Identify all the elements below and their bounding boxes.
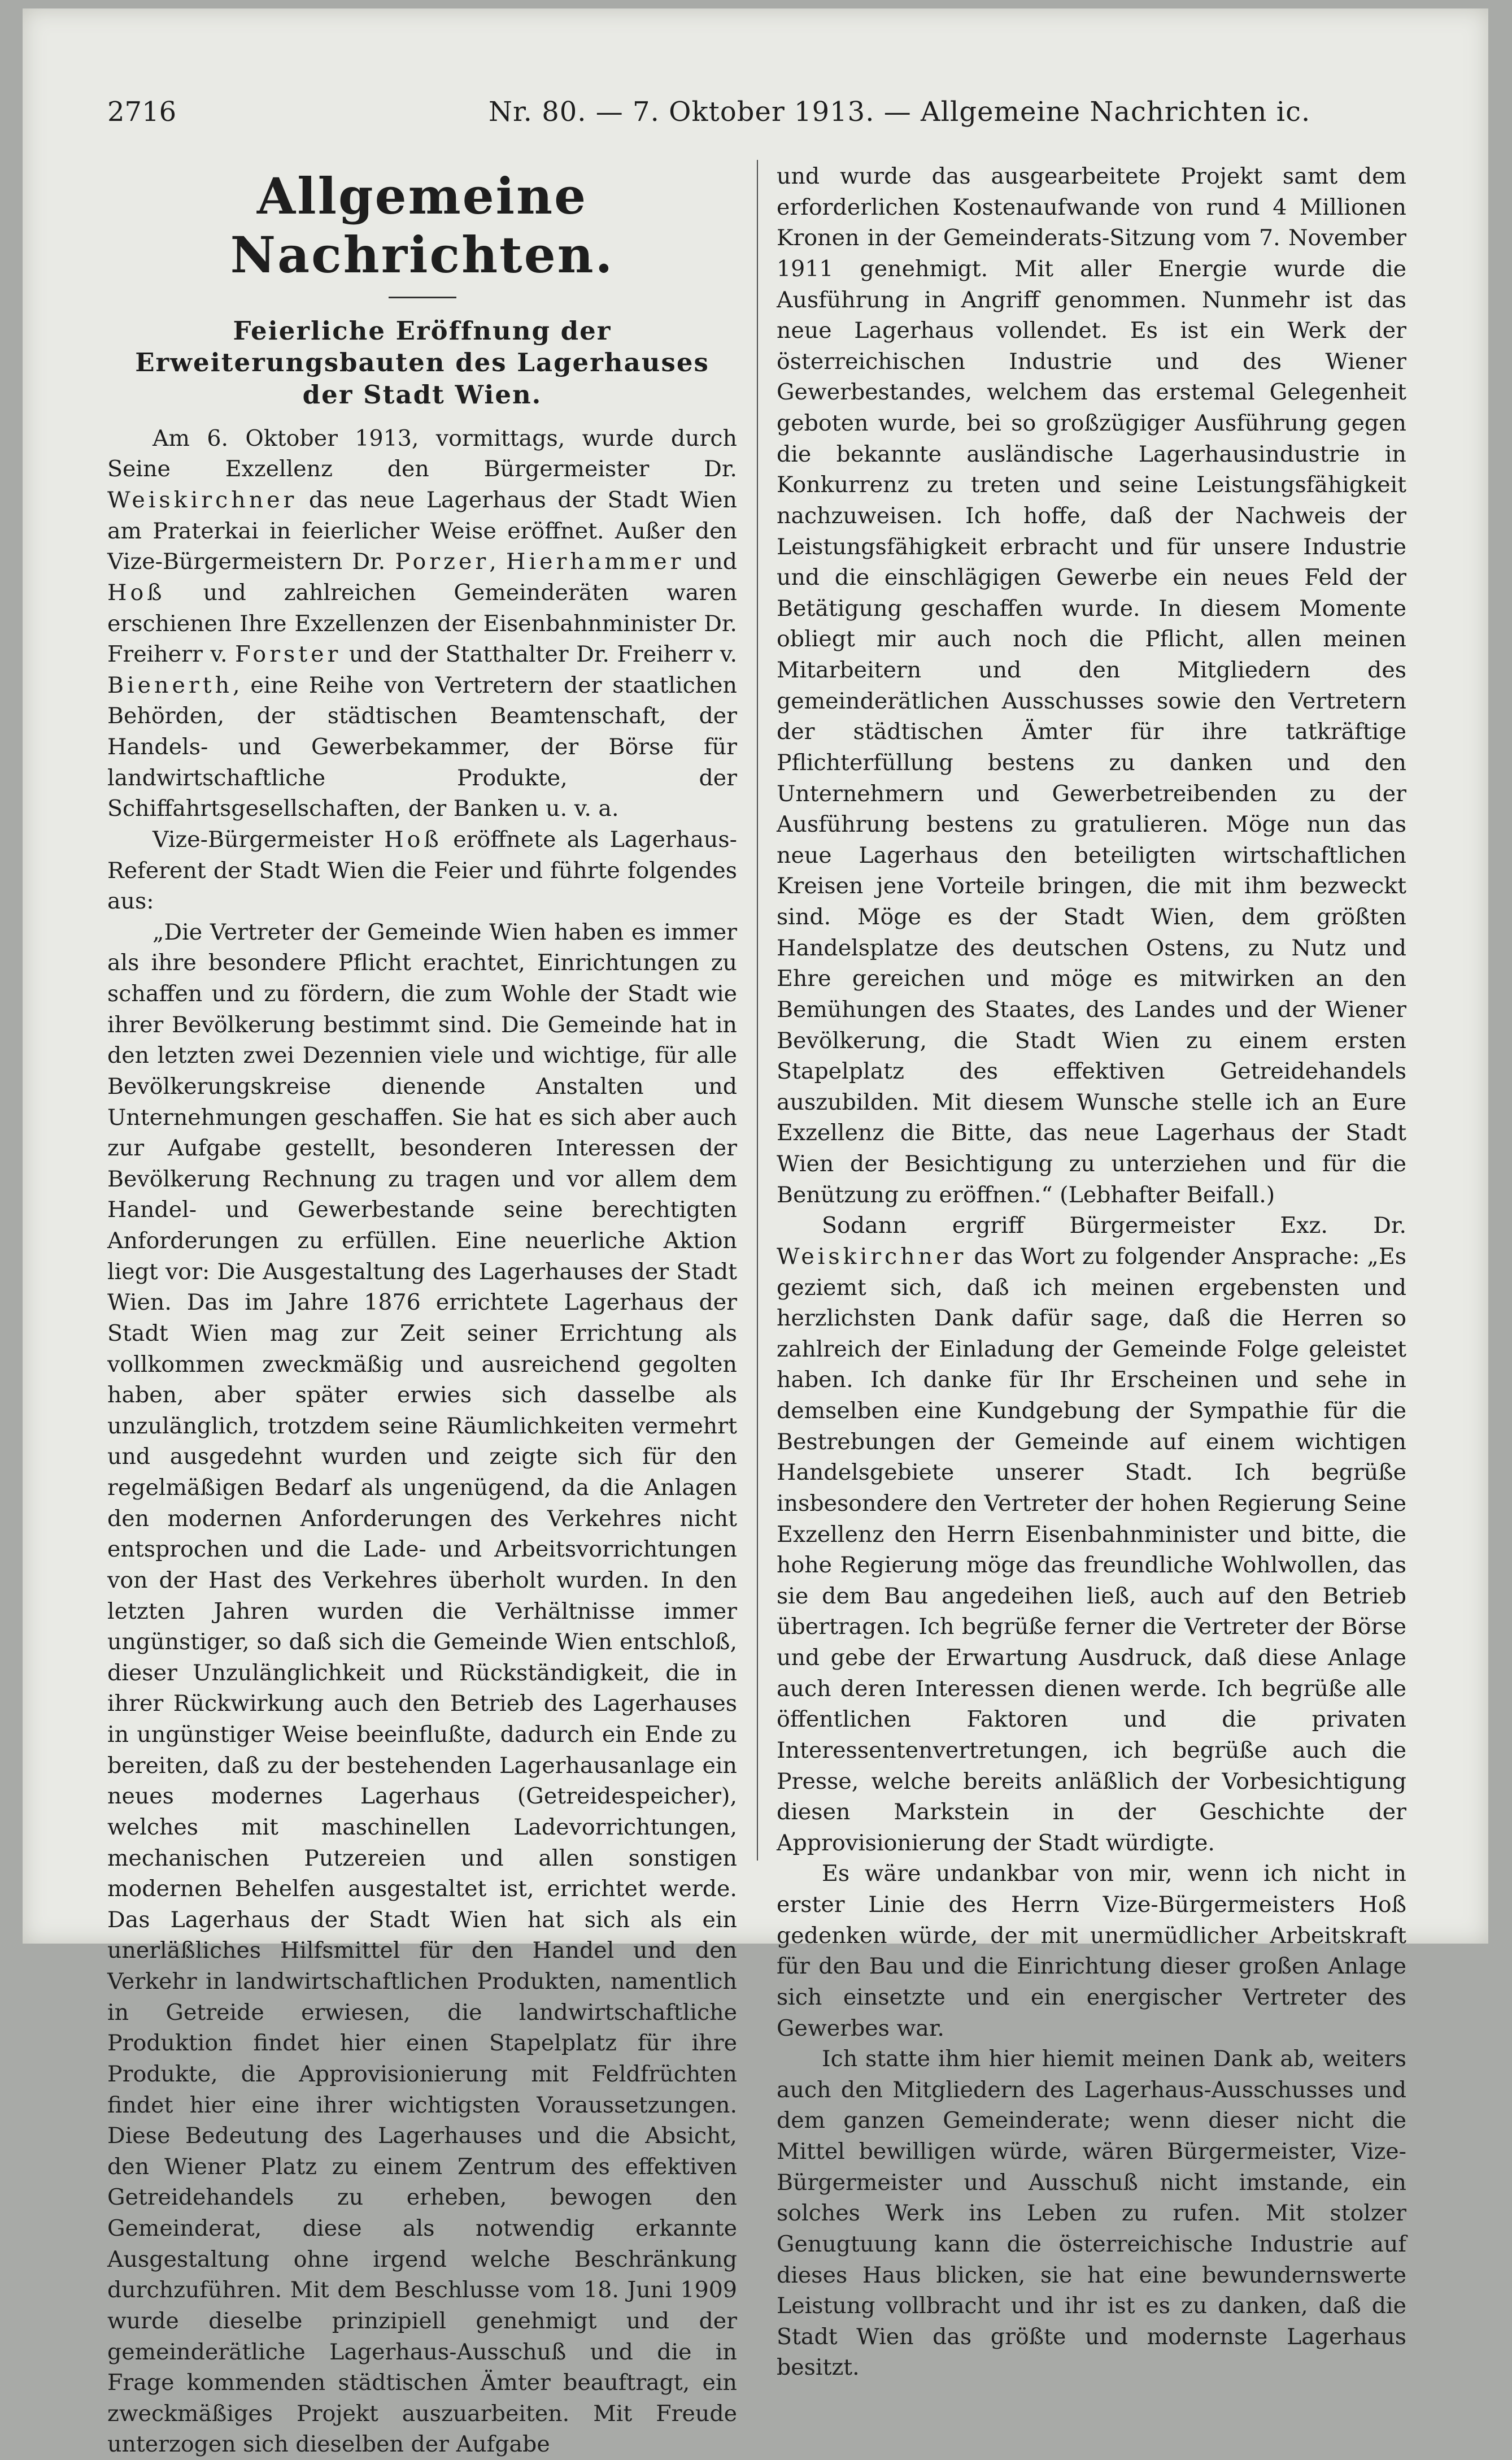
page-number: 2716: [107, 96, 177, 128]
paragraph-6: Es wäre undankbar von mir, wenn ich nicht in erster Linie des Herrn Vize-Bürgermeisters Hoß gedenken würde, der mit unermüdlicher Arbeitskraft für den Bau und die Einrichtung dieser großen Anlage sich einsetzte und ein energischer Vertreter des Gewerbes war.: [777, 1861, 1406, 2041]
article-heading: Feierliche Eröffnung der Erweiterungsbauten des Lagerhauses der Stadt Wien.: [135, 316, 709, 410]
newspaper-page: [23, 8, 1488, 2458]
paragraph-4: und wurde das ausgearbeitete Projekt samt dem erforderlichen Kostenaufwande von rund 4 Millionen Kronen in der Gemeinderats-Sitzung vom 7. November 1911 genehmigt. Mit aller Energie wurde die Ausführung in Angriff genommen. Nunmehr ist das neue Lagerhaus vollendet. Es ist ein Werk der österreichischen Industrie und des Wiener Gewerbestandes, welchem das erstemal Gelegenheit geboten wurde, bei so großzügiger Ausführung gegen die bekannte ausländische Lagerhausindustrie in Konkurrenz zu treten und seine Leistungsfähigkeit nachzuweisen. Ich hoffe, daß der Nachweis der Leistungsfähigkeit erbracht und für unsere Industrie und die einschlägigen Gewerbe ein neues Feld der Betätigung geschaffen wurde. In diesem Momente obliegt mir auch noch die Pflicht, allen meinen Mitarbeitern und den Mitgliedern des gemeinderätlichen Ausschusses sowie den Vertretern der städtischen Ämter für ihre tatkräftige Pflichterfüllung bestens zu danken und den Unternehmern und Gewerbetreibenden zu der Ausführung bestens zu gratulieren. Möge nun das neue Lagerhaus den beteiligten wirtschaftlichen Kreisen jene Vorteile bringen, die mit ihm bezweckt sind. Möge es der Stadt Wien, dem größten Handelsplatze des deutschen Ostens, zu Nutz und Ehre gereichen und möge es mitwirken an den Bemühungen des Staates, des Landes und der Wiener Bevölkerung, die Stadt Wien zu einem ersten Stapelplatz des effektiven Getreidehandels auszubilden. Mit diesem Wunsche stelle ich an Eure Exzellenz die Bitte, das neue Lagerhaus der Stadt Wien der Besichtigung zu unterziehen und für die Benützung zu eröffnen.“ (Lebhafter Beifall.): [777, 163, 1406, 1208]
column-divider: [757, 160, 758, 1861]
left-column: [107, 161, 737, 2460]
right-column: [777, 161, 1406, 2383]
paragraph-7: Ich statte ihm hier hiemit meinen Dank ab, weiters auch den Mitgliedern des Lagerhaus-Ausschusses und dem ganzen Gemeinderate; wenn dieser nicht die Mittel bewilligen würde, wären Bürgermeister, Vize-Bürgermeister und Ausschuß nicht imstande, ein solches Werk ins Leben zu rufen. Mit stolzer Genugtuung kann die österreichische Industrie auf dieses Haus blicken, sie hat eine bewundernswerte Leistung vollbracht und ihr ist es zu danken, daß die Stadt Wien das größte und modernste Lagerhaus besitzt.: [777, 2046, 1406, 2381]
paragraph-1: Am 6. Oktober 1913, vormittags, wurde durch Seine Exzellenz den Bürgermeister Dr. Weiskirchner das neue Lagerhaus der Stadt Wien am Praterkai in feierlicher Weise eröffnet. Außer den Vize-Bürgermeistern Dr. Porzer, Hierhammer und Hoß und zahlreichen Gemeinderäten waren erschienen Ihre Exzellenzen der Eisenbahnminister Dr. Freiherr v. Forster und der Statthalter Dr. Freiherr v. Bienerth, eine Reihe von Vertretern der staatlichen Behörden, der städtischen Beamtenschaft, der Handels- und Gewerbekammer, der Börse für landwirtschaftliche Produkte, der Schiffahrtsgesellschaften, der Banken u. v. a.: [107, 425, 737, 822]
main-title: Allgemeine Nachrichten.: [230, 167, 615, 284]
title-rule: [389, 297, 456, 298]
paragraph-2: Vize-Bürgermeister Hoß eröffnete als Lagerhaus-Referent der Stadt Wien die Feier und führte folgendes aus:: [107, 826, 737, 915]
header-title: Nr. 80. — 7. Oktober 1913. — Allgemeine Nachrichten ic.: [489, 96, 1311, 128]
paragraph-5: Sodann ergriff Bürgermeister Exz. Dr. Weiskirchner das Wort zu folgender Ansprache: „Es geziemt sich, daß ich meinen ergebensten und herzlichsten Dank dafür sage, daß die Herren so zahlreich der Einladung der Gemeinde Folge geleistet haben. Ich danke für Ihr Erscheinen und sehe in demselben eine Kundgebung der Sympathie für die Bestrebungen der Gemeinde auf einem wichtigen Handelsgebiete unserer Stadt. Ich begrüße insbesondere den Vertreter der hohen Regierung Seine Exzellenz den Herrn Eisenbahnminister und bitte, die hohe Regierung möge das freundliche Wohlwollen, das sie dem Bau angedeihen ließ, auch auf den Betrieb übertragen. Ich begrüße ferner die Vertreter der Börse und gebe der Erwartung Ausdruck, daß diese Anlage auch deren Interessen dienen werde. Ich begrüße alle öffentlichen Faktoren und die privaten Interessentenvertretungen, ich begrüße auch die Presse, welche bereits anläßlich der Vorbesichtigung diesen Markstein in der Geschichte der Approvisionierung der Stadt würdigte.: [777, 1212, 1406, 1856]
paragraph-3: „Die Vertreter der Gemeinde Wien haben es immer als ihre besondere Pflicht erachtet, Einrichtungen zu schaffen und zu fördern, die zum Wohle der Stadt wie ihrer Bevölkerung bestimmt sind. Die Gemeinde hat in den letzten zwei Dezennien viele und wichtige, für alle Bevölkerungskreise dienende Anstalten und Unternehmungen geschaffen. Sie hat es sich aber auch zur Aufgabe gestellt, besonderen Interessen der Bevölkerung Rechnung zu tragen und vor allem dem Handel- und Gewerbestande seine berechtigten Anforderungen zu erfüllen. Eine neuerliche Aktion liegt vor: Die Ausgestaltung des Lagerhauses der Stadt Wien. Das im Jahre 1876 errichtete Lagerhaus der Stadt Wien mag zur Zeit seiner Errichtung als vollkommen zweckmäßig und ausreichend gegolten haben, aber später erwies sich dasselbe als unzulänglich, trotzdem seine Räumlichkeiten vermehrt und ausgedehnt wurden und zeigte sich für den regelmäßigen Bedarf als ungenügend, da die Anlagen den modernen Anforderungen des Verkehres nicht entsprochen und die Lade- und Arbeitsvorrichtungen von der Hast des Verkehres überholt wurden. In den letzten Jahren wurden die Verhältnisse immer ungünstiger, so daß sich die Gemeinde Wien entschloß, dieser Unzulänglichkeit und Rückständigkeit, die in ihrer Rückwirkung auch den Betrieb des Lagerhauses in ungünstiger Weise beeinflußte, dadurch ein Ende zu bereiten, daß zu der bestehenden Lagerhausanlage ein neues modernes Lagerhaus (Getreidespeicher), welches mit maschinellen Ladevorrichtungen, mechanischen Putzereien und allen sonstigen modernen Behelfen ausgestaltet ist, errichtet werde. Das Lagerhaus der Stadt Wien hat sich als ein unerläßliches Hilfsmittel für den Handel und den Verkehr in landwirtschaftlichen Produkten, namentlich in Getreide erwiesen, die landwirtschaftliche Produktion findet hier einen Stapelplatz für ihre Produkte, die Approvisionierung mit Feldfrüchten findet hier eine ihrer wichtigsten Voraussetzungen. Diese Bedeutung des Lagerhauses und die Absicht, den Wiener Platz zu einem Zentrum des effektiven Getreidehandels zu erheben, bewogen den Gemeinderat, diese als notwendig erkannte Ausgestaltung ohne irgend welche Beschränkung durchzuführen. Mit dem Beschlusse vom 18. Juni 1909 wurde dieselbe prinzipiell genehmigt und der gemeinderätliche Lagerhaus-Ausschuß und die in Frage kommenden städtischen Ämter beauftragt, ein zweckmäßiges Projekt auszuarbeiten. Mit Freude unterzogen sich dieselben der Aufgabe: [107, 919, 737, 2458]
running-head: [107, 96, 1404, 141]
